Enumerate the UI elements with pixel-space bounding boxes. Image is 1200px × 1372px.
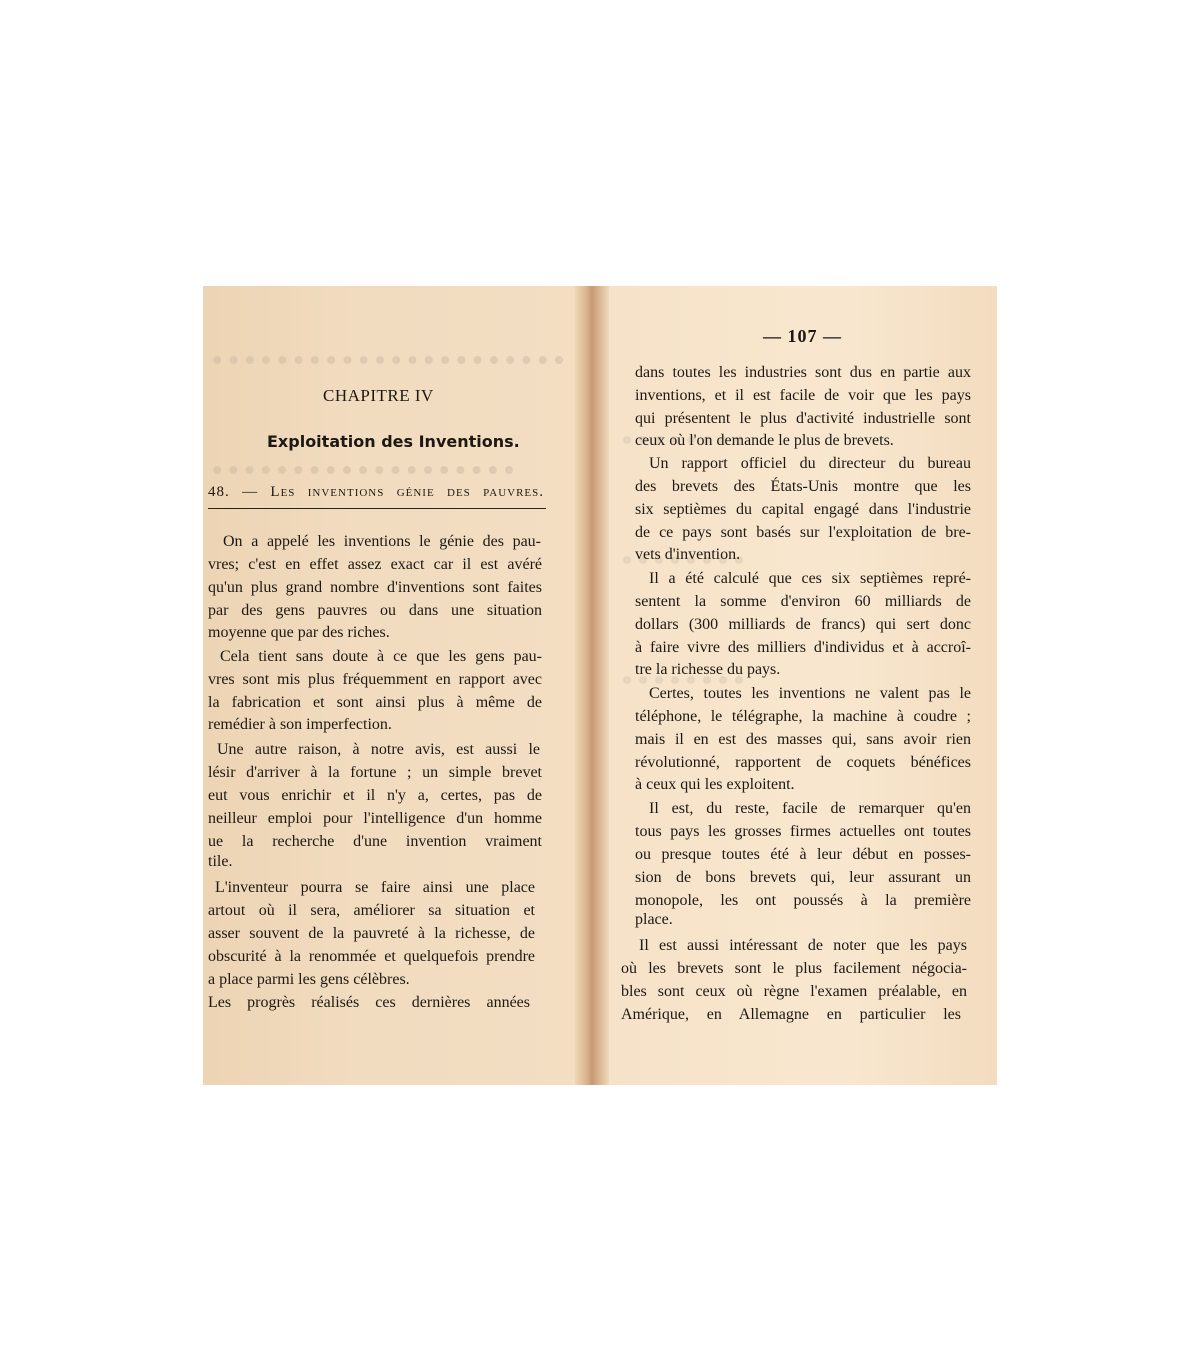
text-line: L'inventeur pourra se faire ainsi une place (215, 879, 535, 896)
page-number: — 107 — (763, 326, 842, 346)
book-gutter (575, 286, 609, 1085)
section-rule (208, 508, 546, 509)
bleed-through-texture (213, 466, 513, 476)
text-line: à ceux qui les exploitent. (635, 776, 795, 793)
text-line: Cela tient sans doute à ce que les gens pau- (220, 648, 542, 665)
chapter-heading: CHAPITRE IV (323, 386, 434, 405)
text-line: a place parmi les gens célèbres. (208, 971, 410, 988)
text-line: tous pays les grosses firmes actuelles ont toutes (635, 823, 971, 840)
text-line: artout où il sera, améliorer sa situation et (208, 902, 535, 919)
text-line: monopole, les ont poussés à la première (635, 892, 971, 909)
text-line: Il a été calculé que ces six septièmes repré- (649, 570, 971, 587)
text-line: Il est aussi intéressant de noter que les pays (639, 937, 967, 954)
book-spread (203, 286, 997, 1085)
text-line: sion de bons brevets qui, leur assurant un (635, 869, 971, 886)
text-line: Les progrès réalisés ces dernières années (208, 994, 530, 1011)
text-line: moyenne que par des riches. (208, 624, 390, 641)
text-line: place. (635, 911, 673, 928)
text-line: tre la richesse du pays. (635, 661, 781, 678)
text-line: remédier à son imperfection. (208, 716, 392, 733)
text-line: ceux où l'on demande le plus de brevets. (635, 432, 894, 449)
text-line: dans toutes les industries sont dus en partie aux (635, 364, 971, 381)
text-line: Un rapport officiel du directeur du bureau (649, 455, 971, 472)
text-line: révolutionné, rapportent de coquets bénéfices (635, 754, 971, 771)
chapter-title: Exploitation des Inventions. (267, 432, 520, 451)
text-line: asser souvent de la pauvreté à la richesse, de (208, 925, 535, 942)
text-line: vres sont mis plus fréquemment en rapport avec (208, 671, 542, 688)
text-line: des brevets des États-Unis montre que les (635, 478, 971, 495)
text-line: neilleur emploi pour l'intelligence d'un homme (208, 810, 542, 827)
text-line: Certes, toutes les inventions ne valent pas le (649, 685, 971, 702)
text-line: dollars (300 milliards de francs) qui sert donc (635, 616, 971, 633)
section-heading: 48. — Les inventions génie des pauvres. (208, 484, 544, 500)
text-line: Une autre raison, à notre avis, est aussi le (217, 741, 540, 758)
text-line: de ce pays sont basés sur l'exploitation de bre- (635, 524, 971, 541)
text-line: qu'un plus grand nombre d'inventions sont faites (208, 579, 542, 596)
text-line: inventions, et il est facile de voir que les pays (635, 387, 971, 404)
text-line: vets d'invention. (635, 546, 741, 563)
text-line: lésir d'arriver à la fortune ; un simple brevet (208, 764, 542, 781)
text-line: ou presque toutes été à leur début en posses- (635, 846, 971, 863)
text-line: téléphone, le télégraphe, la machine à coudre ; (635, 708, 971, 725)
text-line: eut vous enrichir et il n'y a, certes, pas de (208, 787, 542, 804)
text-line: mais il en est des masses qui, sans avoir rien (635, 731, 971, 748)
text-line: sentent la somme d'environ 60 milliards de (635, 593, 971, 610)
text-line: par des gens pauvres ou dans une situation (208, 602, 542, 619)
text-line: à faire vivre des milliers d'individus et à accroî- (635, 639, 971, 656)
text-line: On a appelé les inventions le génie des pau- (223, 533, 541, 550)
text-line: six septièmes du capital engagé dans l'industrie (635, 501, 971, 518)
text-line: bles sont ceux où règne l'examen préalable, en (621, 983, 967, 1000)
text-line: Amérique, en Allemagne en particulier les (621, 1006, 961, 1023)
text-line: obscurité à la renommée et quelquefois prendre (208, 948, 535, 965)
bleed-through-texture (213, 356, 563, 366)
text-line: qui présentent le plus d'activité industrielle sont (635, 410, 971, 427)
text-line: Il est, du reste, facile de remarquer qu'en (649, 800, 971, 817)
text-line: vres; c'est en effet assez exact car il est avéré (208, 556, 542, 573)
text-line: ue la recherche d'une invention vraiment (208, 833, 542, 850)
text-line: la fabrication et sont ainsi plus à même de (208, 694, 542, 711)
text-line: tile. (208, 853, 233, 870)
text-line: où les brevets sont le plus facilement négocia- (621, 960, 967, 977)
